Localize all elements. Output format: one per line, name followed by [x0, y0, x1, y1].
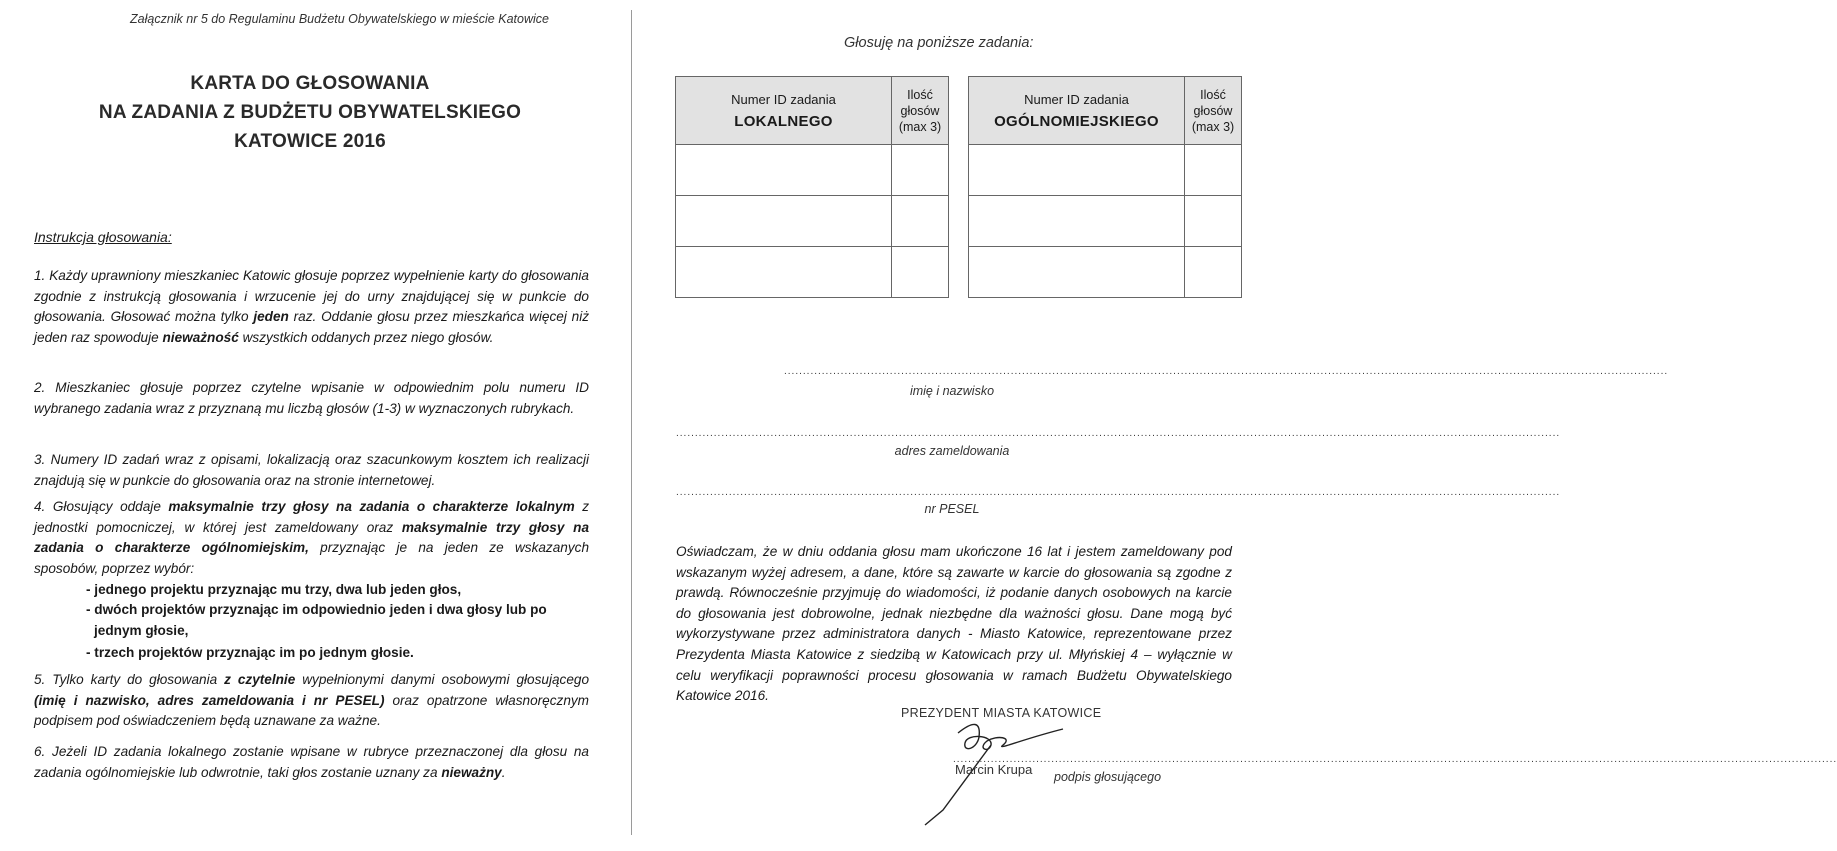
- local-votes-header: Ilość głosów (max 3): [892, 77, 949, 145]
- citywide-votes-cell[interactable]: [1185, 145, 1242, 196]
- signature-field-line[interactable]: ..........................................................................................................................................................................................................................................: [953, 754, 1837, 765]
- address-field-line[interactable]: ..........................................................................................................................................................................................................................................: [676, 428, 1561, 439]
- name-field-label: imię i nazwisko: [909, 384, 995, 398]
- attachment-note: Załącznik nr 5 do Regulaminu Budżetu Obywatelskiego w mieście Katowice: [130, 12, 549, 26]
- ballot-page: [633, 0, 1837, 851]
- option-bullet-2: - dwóch projektów przyznając im odpowiednio jeden i dwa głosy lub po jednym głosie,: [86, 602, 547, 638]
- fold-divider: [631, 10, 632, 835]
- local-votes-cell[interactable]: [892, 196, 949, 247]
- pesel-field-line[interactable]: ..........................................................................................................................................................................................................................................: [676, 487, 1561, 498]
- option-bullet-3: - trzech projektów przyznając im po jednym głosie.: [86, 645, 414, 660]
- instruction-5: 5. Tylko karty do głosowania z czytelnie wypełnionymi danymi osobowymi głosującego (imię i nazwisko, adres zameldowania i nr PESEL) oraz opatrzone własnoręcznym podpisem pod oświadczeniem będą uznawane za ważne.: [34, 672, 590, 729]
- instruction-6: 6. Jeżeli ID zadania lokalnego zostanie wpisane w rubryce przeznaczonej dla głosu na zadania ogólnomiejskie lub odwrotnie, taki głos zostanie uznany za nieważny.: [34, 744, 589, 780]
- local-votes-cell[interactable]: [892, 247, 949, 298]
- instruction-3: 3. Numery ID zadań wraz z opisami, lokalizacją oraz szacunkowym kosztem ich realizacji znajdują się w punkcie do głosowania oraz na stronie internetowej.: [34, 452, 589, 488]
- local-tasks-table: [675, 76, 949, 298]
- pesel-field-label: nr PESEL: [924, 502, 980, 516]
- citywide-id-cell[interactable]: [969, 247, 1185, 298]
- address-field-label: adres zameldowania: [894, 444, 1010, 458]
- citywide-votes-header: Ilość głosów (max 3): [1185, 77, 1242, 145]
- mayor-stamp-name: Marcin Krupa: [955, 762, 1033, 777]
- vote-heading: Głosuję na poniższe zadania:: [844, 35, 1034, 51]
- voter-statement: Oświadczam, że w dniu oddania głosu mam ukończone 16 lat i jestem zameldowany pod wskazanym wyżej adresem, a dane, które są zawarte w karcie do głosowania są zgodne z prawdą. Równocześnie przyjmuję do wiadomości, iż podanie danych osobowych na karcie do głosowania jest dobrowolne, jednak niezbędne dla ważności głosu. Dane mogą być wykorzystywane przez administratora danych - Miasto Katowice, reprezentowane przez Prezydenta Miasta Katowice z siedzibą w Katowicach przy ul. Młyńskiej 4 – wyłącznie w celu weryfikacji poprawności procesu głosowania w ramach Budżetu Obywatelskiego Katowice 2016.: [676, 544, 1232, 704]
- local-id-cell[interactable]: [676, 196, 892, 247]
- instructions-page: [0, 0, 630, 851]
- mayor-stamp-title: PREZYDENT MIASTA KATOWICE: [901, 706, 1102, 720]
- document-title-line3: KATOWICE 2016: [234, 131, 386, 152]
- citywide-votes-cell[interactable]: [1185, 247, 1242, 298]
- instruction-1: 1. Każdy uprawniony mieszkaniec Katowic głosuje poprzez wypełnienie karty do głosowania zgodnie z instrukcją głosowania i wrzucenie jej do urny znajdującej się w punkcie do głosowania. Głosować można tylko jeden raz. Oddanie głosu przez mieszkańca więcej niż jeden raz spowoduje nieważność wszystkich oddanych przez niego głosów.: [34, 268, 590, 345]
- instruction-2: 2. Mieszkaniec głosuje poprzez czytelne wpisanie w odpowiednim polu numeru ID wybranego zadania wraz z przyznaną mu liczbą głosów (1-3) w wyznaczonych rubrykach.: [34, 380, 589, 416]
- local-id-cell[interactable]: [676, 145, 892, 196]
- local-votes-cell[interactable]: [892, 145, 949, 196]
- citywide-id-cell[interactable]: [969, 196, 1185, 247]
- name-field-line[interactable]: ..........................................................................................................................................................................................................................................: [784, 366, 1669, 377]
- option-bullet-1: - jednego projektu przyznając mu trzy, dwa lub jeden głos,: [86, 582, 462, 597]
- instructions-heading: Instrukcja głosowania:: [34, 229, 172, 245]
- document-title-line2: NA ZADANIA Z BUDŻETU OBYWATELSKIEGO: [98, 102, 522, 123]
- local-id-header: Numer ID zadania LOKALNEGO: [676, 77, 892, 145]
- signature-label: podpis głosującego: [1054, 770, 1162, 784]
- citywide-id-cell[interactable]: [969, 145, 1185, 196]
- instruction-4: 4. Głosujący oddaje maksymalnie trzy głosy na zadania o charakterze lokalnym z jednostki pomocniczej, w której jest zameldowany oraz maksymalnie trzy głosy na zadania o charakterze ogólnomiejskim, przyznając je na jeden ze wskazanych sposobów, poprzez wybór:: [34, 499, 590, 576]
- citywide-tasks-table: [968, 76, 1242, 298]
- document-title-line1: KARTA DO GŁOSOWANIA: [190, 73, 430, 94]
- local-id-cell[interactable]: [676, 247, 892, 298]
- citywide-votes-cell[interactable]: [1185, 196, 1242, 247]
- citywide-id-header: Numer ID zadania OGÓLNOMIEJSKIEGO: [969, 77, 1185, 145]
